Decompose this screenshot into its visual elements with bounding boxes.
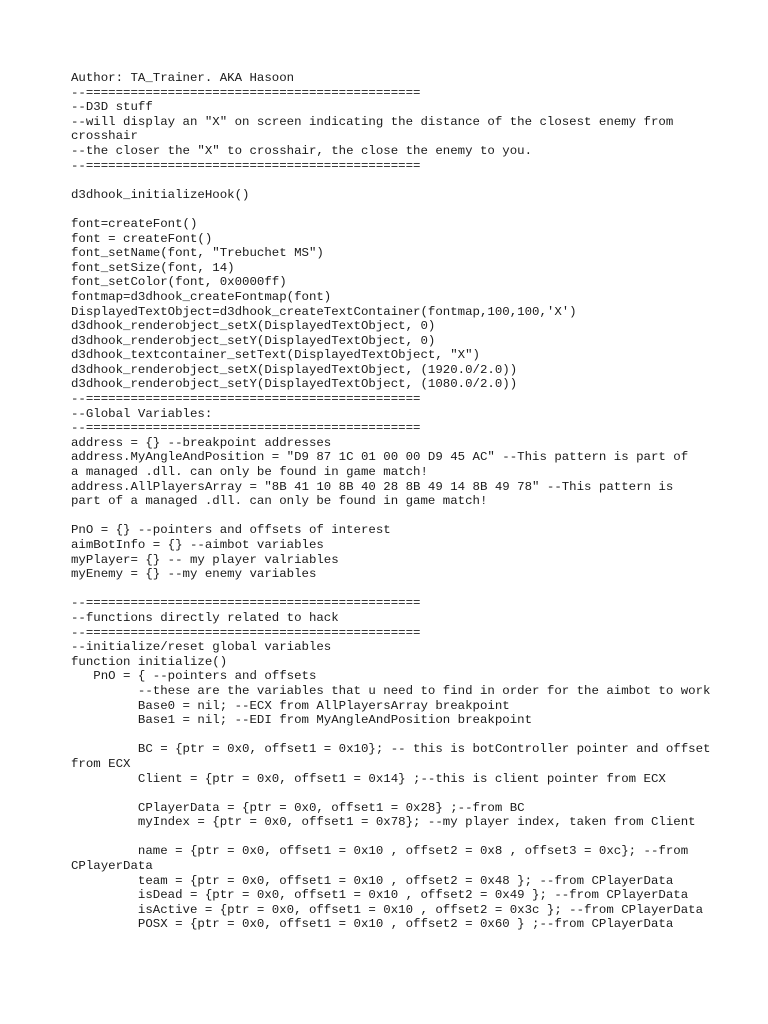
code-line: a managed .dll. can only be found in game match! bbox=[71, 465, 428, 480]
code-line: Author: TA_Trainer. AKA Hasoon bbox=[71, 71, 295, 85]
code-line: BC = {ptr = 0x0, offset1 = 0x10}; -- this is botController pointer and offset bbox=[71, 742, 711, 757]
code-line: myIndex = {ptr = 0x0, offset1 = 0x78}; --my player index, taken from Client bbox=[71, 815, 696, 830]
code-line: CPlayerData bbox=[71, 859, 153, 874]
code-line: address.AllPlayersArray = "8B 41 10 8B 40 28 8B 49 14 8B 49 78" --This pattern is bbox=[71, 479, 674, 494]
code-line: --============================================= bbox=[71, 85, 421, 100]
code-line: d3dhook_renderobject_setY(DisplayedTextObject, 0) bbox=[71, 333, 436, 348]
code-line: --============================================= bbox=[71, 625, 421, 640]
code-line: isDead = {ptr = 0x0, offset1 = 0x10 , offset2 = 0x49 }; --from CPlayerData bbox=[71, 888, 689, 903]
code-line: font_setColor(font, 0x0000ff) bbox=[71, 275, 287, 290]
code-line bbox=[71, 786, 711, 801]
code-line: myPlayer= {} -- my player valriables bbox=[71, 552, 339, 567]
code-line: --============================================= bbox=[71, 421, 421, 436]
code-line: Base1 = nil; --EDI from MyAngleAndPosition breakpoint bbox=[71, 713, 533, 728]
code-line: POSX = {ptr = 0x0, offset1 = 0x10 , offset2 = 0x60 } ;--from CPlayerData bbox=[71, 917, 674, 932]
code-line: fontmap=d3dhook_createFontmap(font) bbox=[71, 289, 332, 304]
code-line: PnO = {} --pointers and offsets of interest bbox=[71, 523, 391, 538]
code-line bbox=[71, 173, 711, 188]
code-line: --these are the variables that u need to find in order for the aimbot to work bbox=[71, 683, 711, 698]
code-line: d3dhook_renderobject_setX(DisplayedTextObject, 0) bbox=[71, 319, 436, 334]
code-line: d3dhook_initializeHook() bbox=[71, 187, 250, 202]
code-line: myEnemy = {} --my enemy variables bbox=[71, 567, 317, 582]
code-line bbox=[71, 830, 711, 845]
code-line: --============================================= bbox=[71, 596, 421, 611]
code-line: d3dhook_renderobject_setY(DisplayedTextObject, (1080.0/2.0)) bbox=[71, 377, 518, 392]
code-line: --the closer the "X" to crosshair, the close the enemy to you. bbox=[71, 143, 533, 158]
code-line: --initialize/reset global variables bbox=[71, 640, 332, 655]
code-line: Client = {ptr = 0x0, offset1 = 0x14} ;--this is client pointer from ECX bbox=[71, 771, 666, 786]
code-line: Base0 = nil; --ECX from AllPlayersArray breakpoint bbox=[71, 698, 510, 713]
code-line: d3dhook_textcontainer_setText(DisplayedTextObject, "X") bbox=[71, 348, 480, 363]
code-line: from ECX bbox=[71, 756, 131, 771]
code-line: --Global Variables: bbox=[71, 406, 213, 421]
code-line: CPlayerData = {ptr = 0x0, offset1 = 0x28} ;--from BC bbox=[71, 800, 525, 815]
code-line bbox=[71, 202, 711, 217]
code-line: address = {} --breakpoint addresses bbox=[71, 435, 332, 450]
code-line: part of a managed .dll. can only be found in game match! bbox=[71, 494, 488, 509]
code-line bbox=[71, 509, 711, 524]
code-line: name = {ptr = 0x0, offset1 = 0x10 , offset2 = 0x8 , offset3 = 0xc}; --from bbox=[71, 844, 689, 859]
code-line: PnO = { --pointers and offsets bbox=[71, 669, 317, 684]
code-line: --will display an "X" on screen indicating the distance of the closest enemy from bbox=[71, 114, 674, 129]
code-line: --D3D stuff bbox=[71, 100, 153, 115]
code-line: address.MyAngleAndPosition = "D9 87 1C 01 00 00 D9 45 AC" --This pattern is part of bbox=[71, 450, 689, 465]
code-line bbox=[71, 728, 711, 743]
code-line: DisplayedTextObject=d3dhook_createTextContainer(fontmap,100,100,'X') bbox=[71, 304, 577, 319]
code-line: font=createFont() bbox=[71, 216, 198, 231]
code-line: font = createFont() bbox=[71, 231, 213, 246]
code-line: team = {ptr = 0x0, offset1 = 0x10 , offset2 = 0x48 }; --from CPlayerData bbox=[71, 873, 674, 888]
code-line: --============================================= bbox=[71, 392, 421, 407]
code-line bbox=[71, 582, 711, 597]
code-line: function initialize() bbox=[71, 654, 228, 669]
code-line: font_setSize(font, 14) bbox=[71, 260, 235, 275]
code-line: d3dhook_renderobject_setX(DisplayedTextObject, (1920.0/2.0)) bbox=[71, 362, 518, 377]
code-line: aimBotInfo = {} --aimbot variables bbox=[71, 538, 324, 552]
code-line: font_setName(font, "Trebuchet MS") bbox=[71, 246, 324, 261]
code-line: --functions directly related to hack bbox=[71, 610, 339, 625]
code-listing bbox=[71, 71, 711, 932]
code-line: --============================================= bbox=[71, 158, 421, 173]
code-line: crosshair bbox=[71, 129, 138, 144]
code-line: isActive = {ptr = 0x0, offset1 = 0x10 , offset2 = 0x3c }; --from CPlayerData bbox=[71, 902, 704, 917]
